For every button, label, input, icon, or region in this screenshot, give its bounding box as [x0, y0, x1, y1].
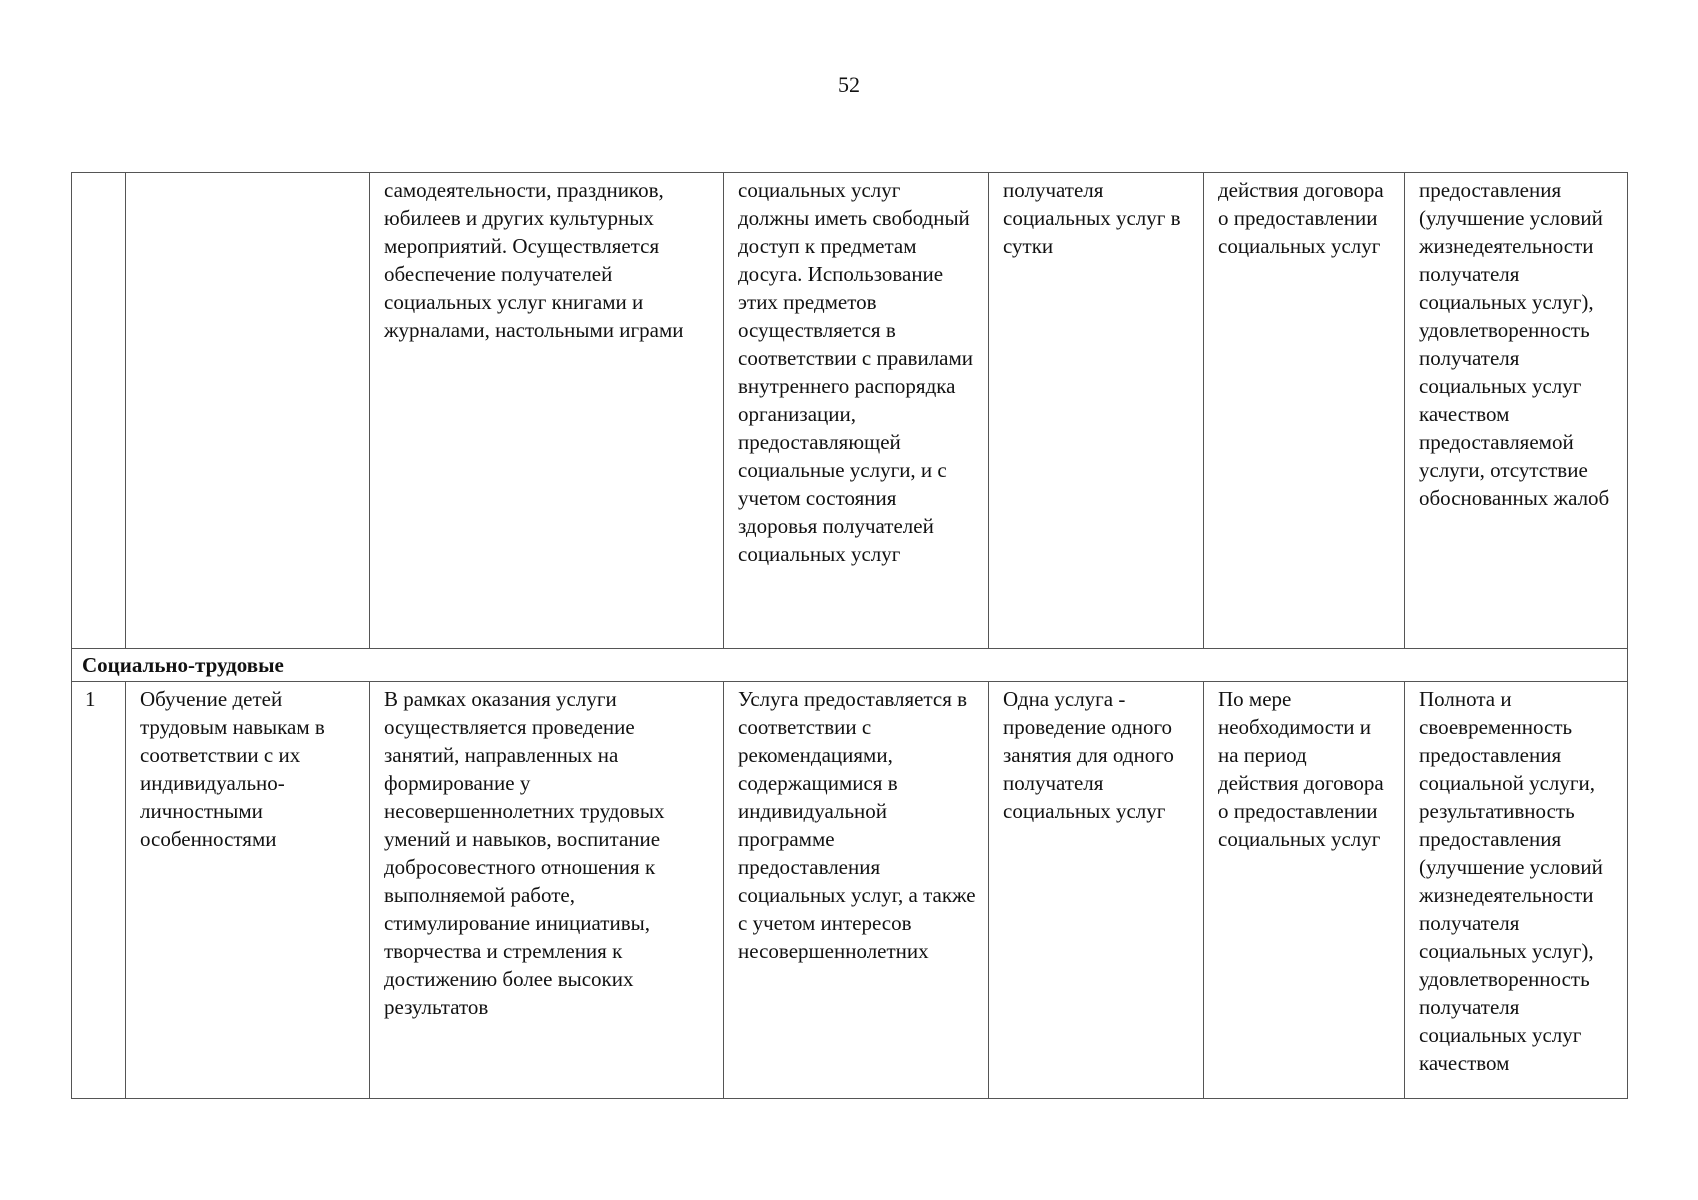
service-quality-cell: Полнота и своевременность предоставления социальной услуги, результативность предоставления (улучшение условий жизнедеятельности получателя социальных услуг), удовлетворенность получателя социальных услуг качеством: [1405, 682, 1628, 1099]
service-description-cell: В рамках оказания услуги осуществляется проведение занятий, направленных на формирование у несовершеннолетних трудовых умений и навыков, воспитание добросовестного отношения к выполняемой работе, стимулирование инициативы, творчества и стремления к достижению более высоких результатов: [370, 682, 724, 1099]
table-row-service: [72, 682, 1628, 1099]
row-number-cell: [72, 173, 126, 649]
section-header-row: [72, 649, 1628, 682]
service-term-cell: действия договора о предоставлении социальных услуг: [1204, 173, 1405, 649]
page-number: 52: [838, 72, 860, 97]
table-row-continuation: [72, 173, 1628, 649]
service-volume-cell: Одна услуга - проведение одного занятия для одного получателя социальных услуг: [989, 682, 1204, 1099]
service-term-cell: По мере необходимости и на период действия договора о предоставлении социальных услуг: [1204, 682, 1405, 1099]
service-conditions-cell: Услуга предоставляется в соответствии с рекомендациями, содержащимися в индивидуальной программе предоставления социальных услуг, а также с учетом интересов несовершеннолетних: [724, 682, 989, 1099]
section-title: Социально-трудовые: [72, 649, 1628, 682]
service-conditions-cell: социальных услуг должны иметь свободный доступ к предметам досуга. Использование этих предметов осуществляется в соответствии с правилами внутреннего распорядка организации, предоставляющей социальные услуги, и с учетом состояния здоровья получателей социальных услуг: [724, 173, 989, 649]
service-description-cell: самодеятельности, праздников, юбилеев и других культурных мероприятий. Осуществляется обеспечение получателей социальных услуг книгами и журналами, настольными играми: [370, 173, 724, 649]
service-quality-cell: предоставления (улучшение условий жизнедеятельности получателя социальных услуг), удовлетворенность получателя социальных услуг качеством предоставляемой услуги, отсутствие обоснованных жалоб: [1405, 173, 1628, 649]
service-name-cell: [126, 173, 370, 649]
service-name-cell: Обучение детей трудовым навыкам в соответствии с их индивидуально-личностными особенностями: [126, 682, 370, 1099]
service-volume-cell: получателя социальных услуг в сутки: [989, 173, 1204, 649]
row-number-cell: 1: [72, 682, 126, 1099]
services-table: [71, 172, 1628, 1099]
